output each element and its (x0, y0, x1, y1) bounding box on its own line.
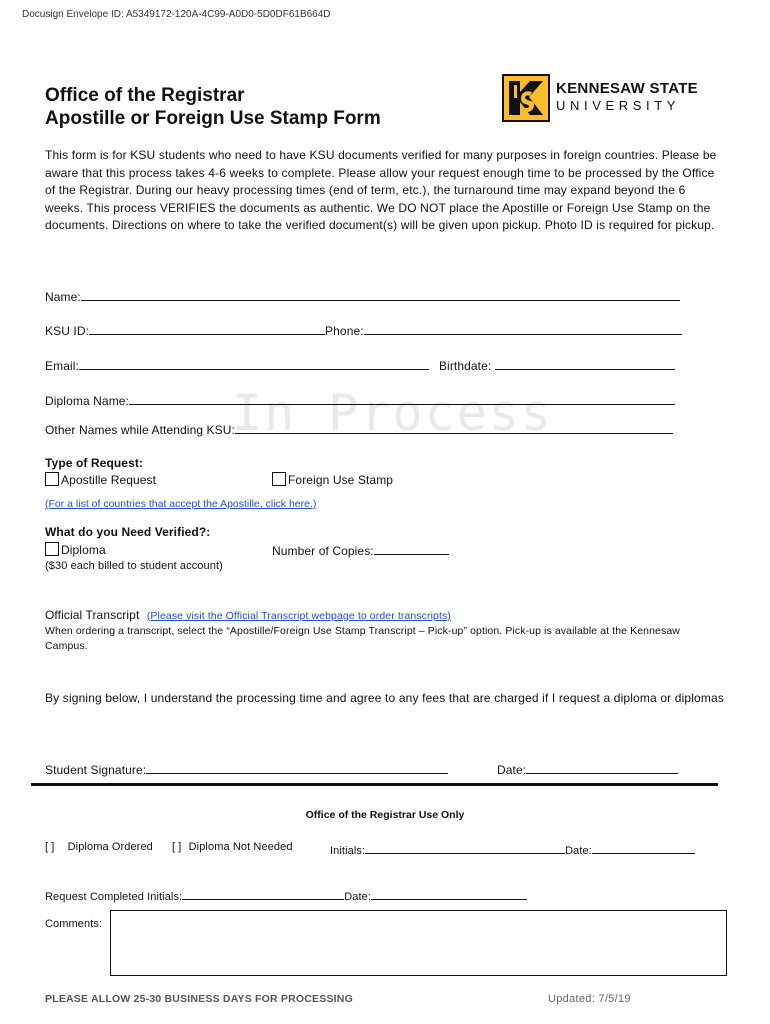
comments-label: Comments: (45, 918, 103, 930)
section-divider (31, 783, 718, 786)
signature-date-label: Date: (497, 763, 527, 777)
request-date-label: Date: (344, 891, 372, 903)
diploma-name-field[interactable] (129, 392, 675, 405)
office-date-label: Date: (565, 845, 592, 857)
copies-field[interactable] (374, 542, 449, 555)
student-signature-label: Student Signature: (45, 763, 147, 777)
student-signature-field[interactable] (146, 761, 448, 774)
diploma-label: Diploma (61, 543, 106, 557)
name-row (45, 288, 680, 304)
other-names-label: Other Names while Attending KSU: (45, 423, 235, 437)
request-heading: Type of Request: (45, 456, 144, 470)
foreign-stamp-option[interactable] (272, 472, 393, 487)
signature-row (45, 761, 448, 777)
diploma-checkbox[interactable] (45, 542, 59, 556)
diploma-ordered-bracket[interactable]: [ ] (45, 841, 55, 853)
apostille-label: Apostille Request (61, 473, 157, 487)
footer-updated-date: Updated: 7/5/19 (548, 993, 631, 1005)
copies-label: Number of Copies: (272, 544, 374, 558)
transcript-label: Official Transcript (45, 608, 140, 622)
request-completed-label: Request Completed Initials: (45, 891, 183, 903)
diploma-name-label: Diploma Name: (45, 394, 129, 408)
copies-row (272, 542, 449, 558)
logo-text-university: UNIVERSITY (556, 98, 681, 113)
request-date-field[interactable] (371, 887, 527, 900)
diploma-not-needed-row[interactable] (172, 841, 293, 853)
apostille-option[interactable] (45, 472, 156, 487)
diploma-option[interactable] (45, 542, 106, 557)
office-date-field[interactable] (592, 841, 695, 854)
agreement-text: By signing below, I understand the processing time and agree to any fees that are charged if I request a diploma or diplomas (45, 691, 724, 705)
office-initials-field[interactable] (365, 841, 565, 854)
ksu-id-label: KSU ID: (45, 324, 90, 338)
birthdate-label: Birthdate: (438, 359, 492, 373)
ksu-id-row (45, 322, 682, 338)
in-process-watermark: In Process (232, 384, 554, 442)
intro-paragraph: This form is for KSU students who need to have KSU documents verified for many purposes in foreign countries. Please be aware that this process takes 4-6 weeks to complete. Please allow your request enough time to be processed by the Office of the Registrar. During our heavy processing times (end of term, etc.), the turnaround time may expand beyond the 6 weeks. This process VERIFIES the documents as authentic. We DO NOT place the Apostille or Foreign Use Stamp on the documents. Directions on where to take the verified document(s) will be given upon pickup. Photo ID is required for pickup. (45, 148, 717, 232)
transcript-link[interactable]: (Please visit the Official Transcript webpage to order transcripts) (146, 610, 451, 622)
title-line-2: Apostille or Foreign Use Stamp Form (45, 108, 381, 129)
other-names-row (45, 421, 673, 437)
diploma-not-needed-bracket[interactable]: [ ] (172, 841, 182, 853)
name-field[interactable] (81, 288, 680, 301)
transcript-note: When ordering a transcript, select the “Apostille/Foreign Use Stamp Transcript – Pick-up” option. Pick-up is available at the Kennesaw Campus. (45, 625, 680, 652)
email-label: Email: (45, 359, 79, 373)
comments-box[interactable] (110, 910, 727, 976)
diploma-name-row (45, 392, 675, 408)
request-completed-row (45, 887, 527, 903)
request-completed-field[interactable] (182, 887, 344, 900)
other-names-field[interactable] (235, 421, 673, 434)
logo-text-kennesaw-state: KENNESAW STATE (556, 80, 698, 97)
email-field[interactable] (79, 357, 429, 370)
office-use-heading: Office of the Registrar Use Only (305, 809, 465, 821)
title-line-1: Office of the Registrar (45, 85, 245, 106)
phone-field[interactable] (364, 322, 682, 335)
apostille-countries-link[interactable]: (For a list of countries that accept the Apostille, click here.) (45, 498, 317, 510)
diploma-fee-note: ($30 each billed to student account) (45, 560, 223, 572)
email-row (45, 357, 675, 373)
birthdate-field[interactable] (495, 357, 675, 370)
signature-date-row (497, 761, 678, 777)
phone-label: Phone: (325, 324, 364, 338)
signature-date-field[interactable] (526, 761, 678, 774)
diploma-not-needed-label: Diploma Not Needed (188, 841, 293, 853)
apostille-checkbox[interactable] (45, 472, 59, 486)
page-title (45, 84, 381, 130)
foreign-stamp-checkbox[interactable] (272, 472, 286, 486)
diploma-ordered-label: Diploma Ordered (67, 841, 153, 853)
office-initials-label: Initials: (330, 845, 366, 857)
name-label: Name: (45, 290, 81, 304)
office-initials-row (330, 841, 695, 857)
ksu-logo-icon (500, 72, 552, 124)
transcript-row (45, 608, 451, 622)
footer-processing-note: PLEASE ALLOW 25-30 BUSINESS DAYS FOR PROCESSING (45, 993, 353, 1005)
envelope-id: Docusign Envelope ID: A5349172-120A-4C99-A0D0-5D0DF61B664D (22, 9, 331, 20)
diploma-ordered-row[interactable] (45, 841, 153, 853)
verify-heading: What do you Need Verified?: (45, 525, 211, 539)
ksu-id-field[interactable] (89, 322, 325, 335)
foreign-stamp-label: Foreign Use Stamp (288, 473, 394, 487)
